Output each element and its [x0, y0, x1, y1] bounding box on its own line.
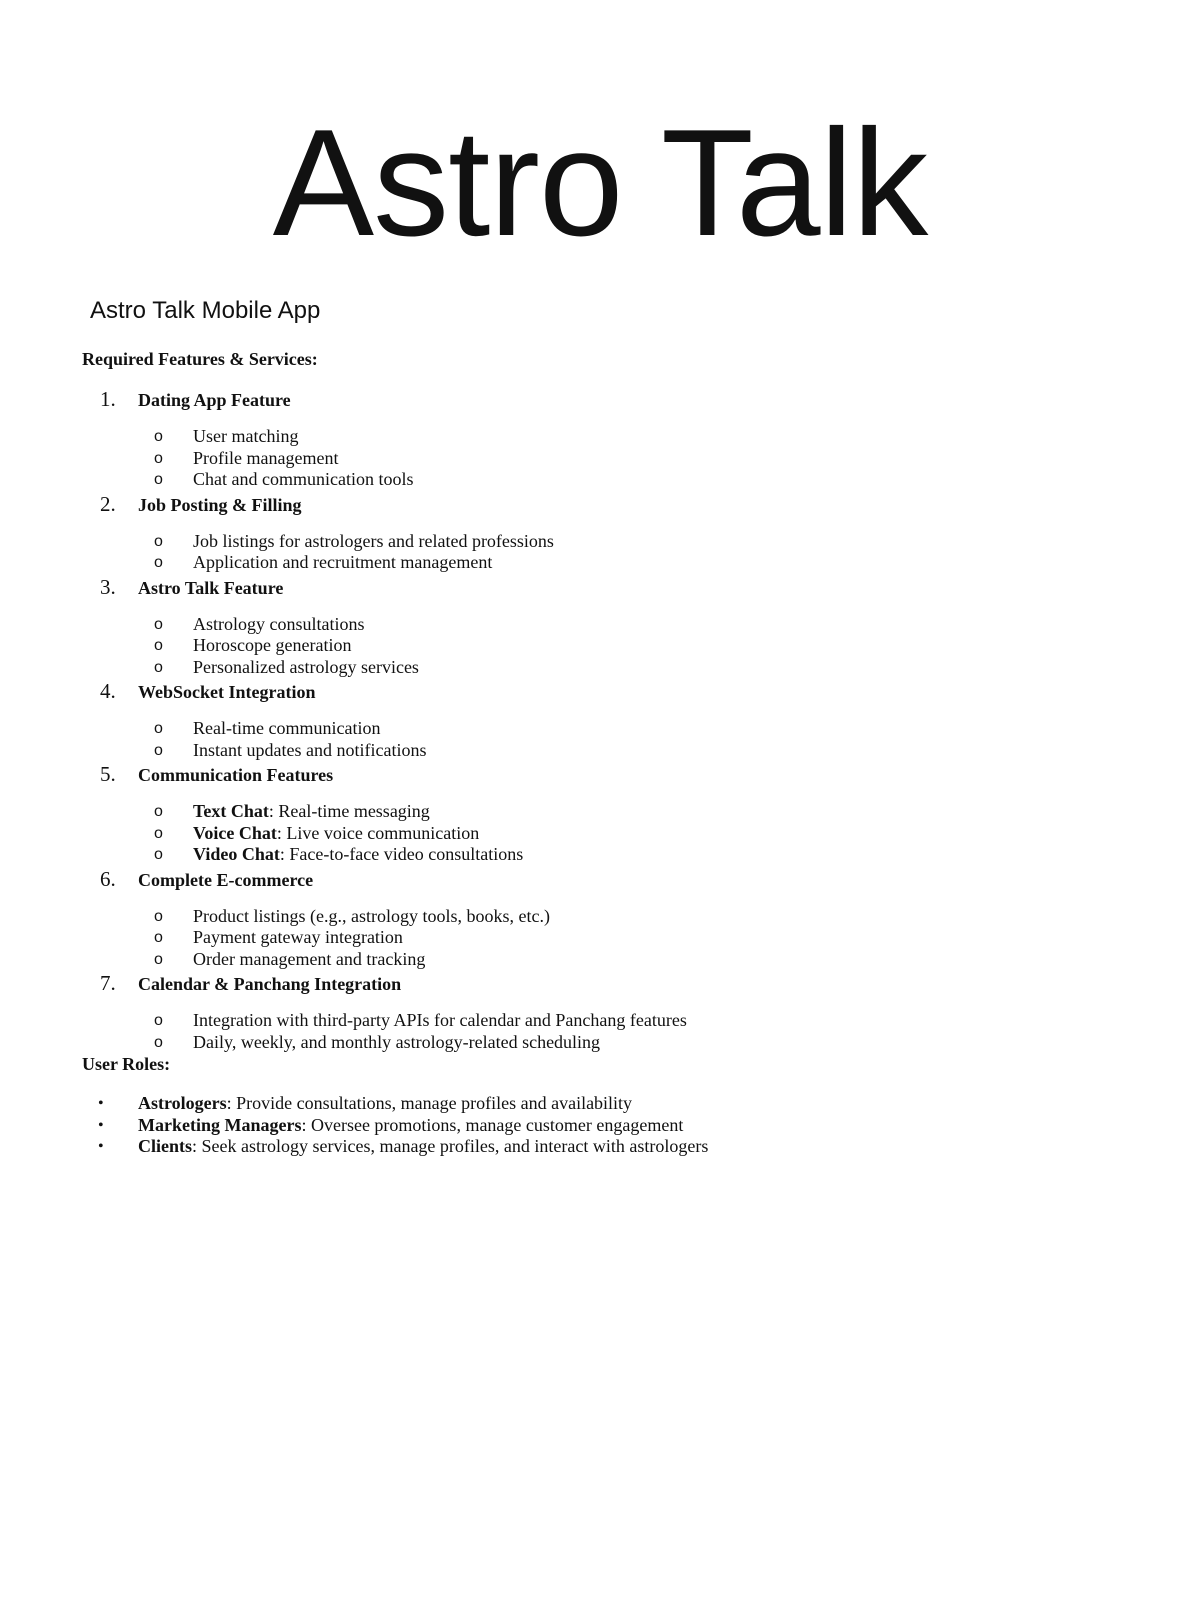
sub-item-bold: Video Chat	[193, 844, 280, 864]
feature-number: 3.	[100, 574, 116, 599]
feature-label: Dating App Feature	[138, 390, 291, 410]
user-role-text	[138, 1136, 708, 1157]
sub-bullet-icon: o	[154, 720, 163, 737]
sub-item-text	[193, 614, 365, 635]
sub-item-description: Job listings for astrologers and related professions	[193, 530, 554, 551]
sub-bullet-icon: o	[154, 532, 163, 550]
sub-item-text	[193, 801, 430, 822]
sub-bullet-icon: o	[154, 846, 163, 863]
feature-heading	[82, 761, 1132, 787]
feature-sub-list	[82, 787, 1132, 866]
feature-number: 7.	[100, 971, 116, 995]
feature-sub-list	[82, 412, 1132, 491]
sub-item-description: User matching	[193, 426, 299, 446]
feature-sub-item	[82, 657, 1132, 679]
feature-item	[82, 866, 1132, 971]
sub-bullet-icon: o	[154, 1012, 163, 1029]
sub-item-description: Integration with third-party APIs for calendar and Panchang features	[193, 1010, 687, 1030]
feature-heading	[82, 386, 1132, 412]
sub-bullet-icon: o	[154, 803, 163, 820]
sub-bullet-icon: o	[154, 449, 163, 467]
user-role-text	[138, 1115, 683, 1136]
bullet-icon: •	[98, 1116, 104, 1134]
user-role-text	[138, 1093, 632, 1114]
feature-item	[82, 491, 1132, 574]
sub-item-text	[193, 426, 298, 447]
bullet-icon: •	[98, 1138, 104, 1155]
bullet-icon: •	[98, 1095, 104, 1112]
feature-item	[82, 761, 1132, 866]
feature-label: Job Posting & Filling	[138, 494, 302, 515]
sub-item-bold: Text Chat	[193, 801, 269, 821]
feature-sub-item	[82, 635, 1132, 657]
sub-item-text	[193, 1032, 600, 1053]
sub-item-description: Application and recruitment management	[193, 552, 493, 572]
sub-bullet-icon: o	[154, 637, 163, 654]
sub-bullet-icon: o	[154, 554, 163, 571]
user-role-item	[82, 1136, 1132, 1158]
feature-sub-item	[82, 801, 1132, 823]
sub-item-text	[193, 552, 492, 573]
sub-item-text	[193, 657, 419, 678]
sub-bullet-icon: o	[154, 658, 163, 676]
feature-sub-item	[82, 531, 1132, 553]
sub-bullet-icon: o	[154, 428, 163, 445]
sub-item-description: Daily, weekly, and monthly astrology-related scheduling	[193, 1031, 601, 1052]
document-subtitle: Astro Talk Mobile App	[90, 297, 321, 324]
feature-number: 4.	[100, 679, 116, 703]
feature-sub-item	[82, 426, 1132, 448]
user-role-description: : Provide consultations, manage profiles and availability	[226, 1093, 633, 1113]
feature-item	[82, 970, 1132, 1053]
feature-number: 1.	[100, 387, 116, 411]
feature-label: Astro Talk Feature	[138, 577, 284, 598]
feature-sub-item	[82, 1032, 1132, 1054]
feature-sub-item	[82, 906, 1132, 928]
user-roles-section	[82, 1053, 1132, 1158]
sub-item-description: Horoscope generation	[193, 635, 352, 655]
sub-item-description: Personalized astrology services	[193, 656, 419, 677]
sub-item-text	[193, 635, 351, 656]
feature-item	[82, 386, 1132, 491]
sub-bullet-icon: o	[154, 950, 163, 968]
user-role-item	[82, 1115, 1132, 1137]
feature-sub-item	[82, 552, 1132, 574]
feature-item	[82, 574, 1132, 679]
sub-item-text	[193, 469, 413, 490]
feature-sub-item	[82, 614, 1132, 636]
sub-item-text	[193, 718, 380, 739]
feature-sub-item	[82, 823, 1132, 845]
feature-sub-list	[82, 996, 1132, 1053]
feature-label: WebSocket Integration	[138, 682, 316, 702]
sub-item-description: : Live voice communication	[276, 822, 480, 843]
sub-bullet-icon: o	[154, 907, 163, 925]
sub-item-description: : Face-to-face video consultations	[279, 844, 524, 864]
user-role-description: : Seek astrology services, manage profiles, and interact with astrologers	[192, 1136, 709, 1156]
sub-item-text	[193, 448, 338, 469]
sub-item-description: Profile management	[193, 447, 339, 468]
sub-item-description: Product listings (e.g., astrology tools, books, etc.)	[193, 905, 550, 926]
feature-number: 5.	[100, 762, 116, 786]
sub-item-description: Instant updates and notifications	[193, 739, 427, 760]
feature-sub-item	[82, 740, 1132, 762]
sub-item-text	[193, 844, 523, 865]
feature-item	[82, 678, 1132, 761]
sub-bullet-icon: o	[154, 824, 163, 842]
feature-sub-list	[82, 517, 1132, 574]
user-role-name: Clients	[138, 1136, 192, 1156]
user-role-item	[82, 1093, 1132, 1115]
sub-bullet-icon: o	[154, 929, 163, 946]
feature-sub-list	[82, 892, 1132, 971]
feature-heading	[82, 970, 1132, 996]
sub-bullet-icon: o	[154, 1033, 163, 1051]
feature-sub-list	[82, 600, 1132, 679]
sub-item-description: Payment gateway integration	[193, 927, 403, 947]
sub-item-text	[193, 740, 426, 761]
feature-heading	[82, 491, 1132, 517]
feature-label: Communication Features	[138, 765, 334, 785]
sub-item-description: Chat and communication tools	[193, 469, 414, 489]
feature-number: 2.	[100, 491, 116, 516]
feature-sub-item	[82, 469, 1132, 491]
feature-heading	[82, 866, 1132, 892]
user-roles-heading: User Roles:	[82, 1054, 171, 1074]
sub-item-bold: Voice Chat	[193, 822, 277, 843]
feature-sub-item	[82, 949, 1132, 971]
feature-sub-item	[82, 844, 1132, 866]
feature-heading	[82, 678, 1132, 704]
user-role-name: Astrologers	[138, 1093, 227, 1113]
sub-bullet-icon: o	[154, 471, 163, 488]
sub-item-text	[193, 531, 554, 552]
sub-item-text	[193, 823, 479, 844]
sub-item-description: Astrology consultations	[193, 613, 365, 634]
user-role-name: Marketing Managers	[138, 1114, 302, 1135]
sub-item-text	[193, 1010, 687, 1031]
sub-item-text	[193, 949, 425, 970]
features-heading: Required Features & Services:	[82, 349, 318, 369]
features-list	[82, 386, 1132, 1053]
sub-bullet-icon: o	[154, 741, 163, 759]
feature-sub-item	[82, 927, 1132, 949]
sub-item-text	[193, 927, 403, 948]
sub-bullet-icon: o	[154, 615, 163, 633]
feature-sub-item	[82, 718, 1132, 740]
feature-sub-item	[82, 1010, 1132, 1032]
feature-label: Complete E-commerce	[138, 869, 314, 890]
sub-item-description: : Real-time messaging	[268, 801, 430, 821]
feature-sub-item	[82, 448, 1132, 470]
sub-item-text	[193, 906, 550, 927]
sub-item-description: Order management and tracking	[193, 948, 426, 969]
sub-item-description: Real-time communication	[193, 718, 381, 738]
user-roles-list	[82, 1075, 1132, 1158]
feature-sub-list	[82, 704, 1132, 761]
document-title: Astro Talk	[272, 98, 928, 268]
user-role-description: : Oversee promotions, manage customer engagement	[301, 1114, 684, 1135]
feature-number: 6.	[100, 866, 116, 891]
feature-label: Calendar & Panchang Integration	[138, 974, 402, 994]
feature-heading	[82, 574, 1132, 600]
